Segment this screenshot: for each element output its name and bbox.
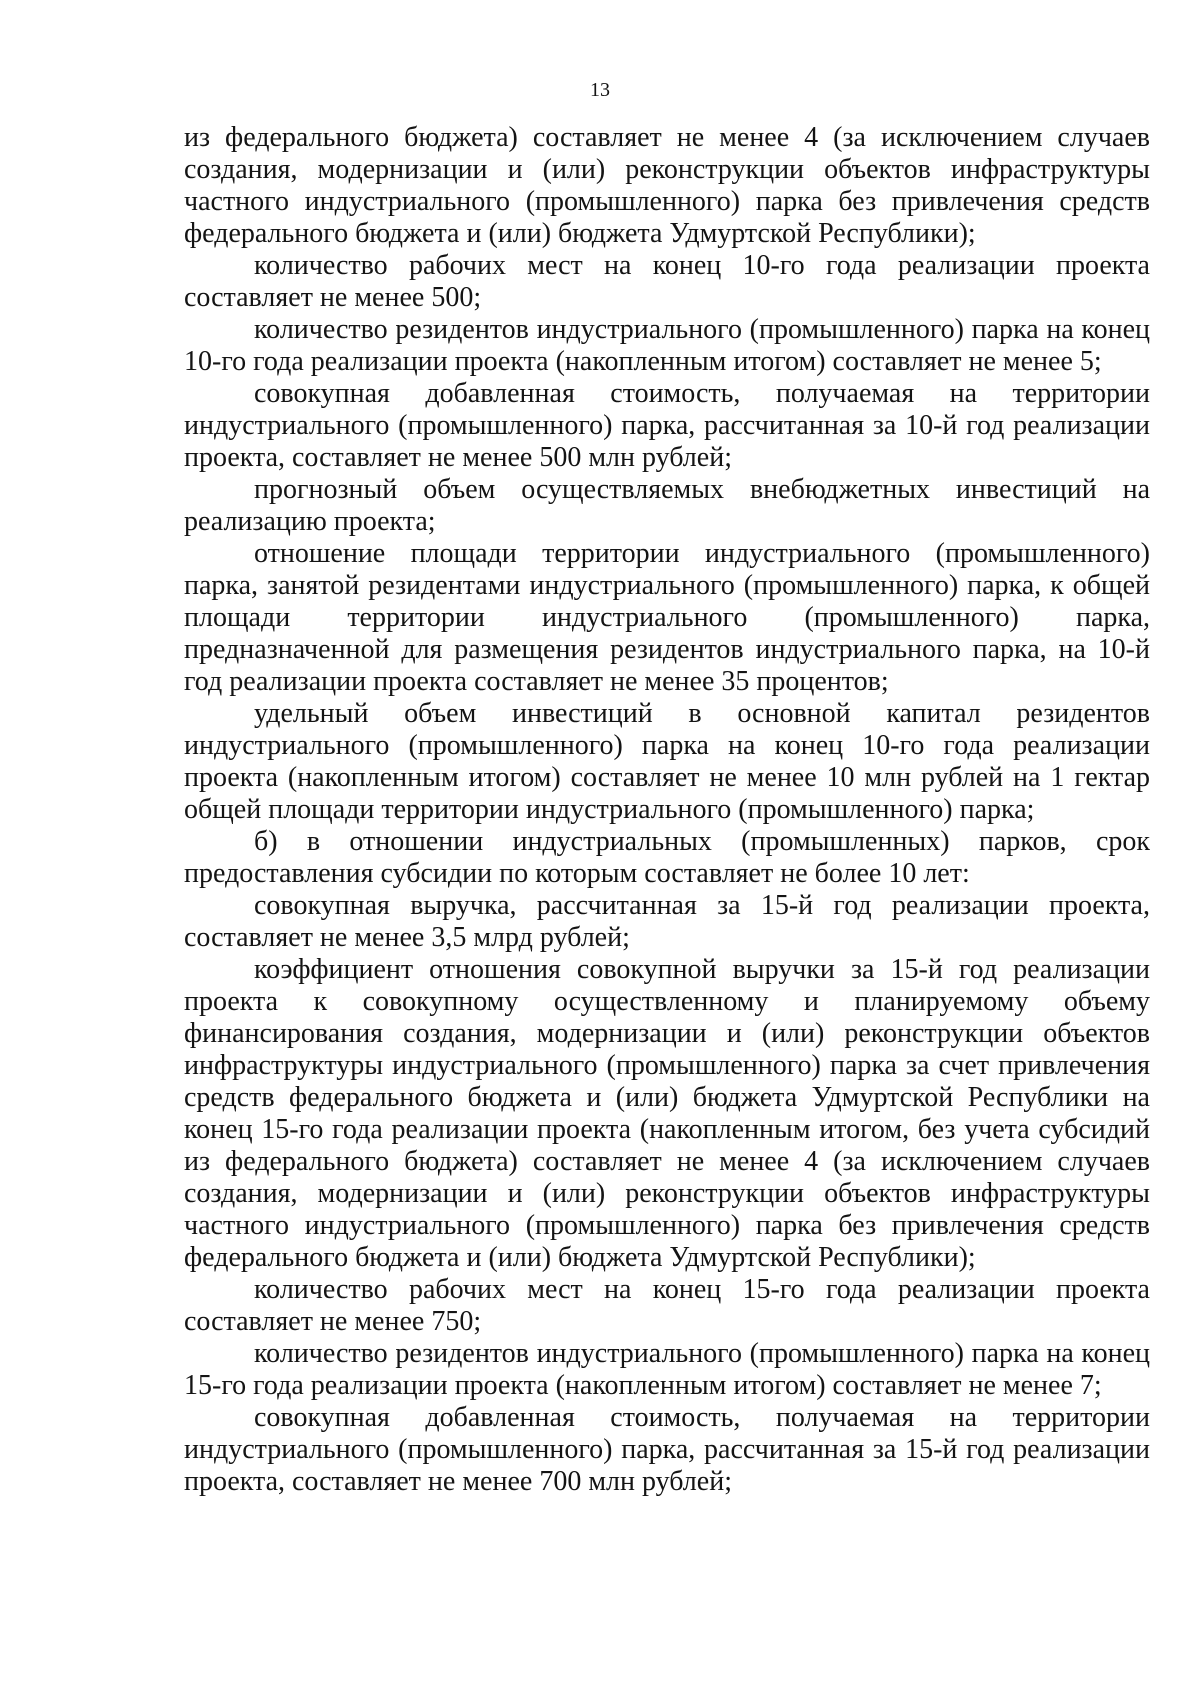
paragraph-added-value-10-year: совокупная добавленная стоимость, получаемая на территории индустриального (промышленного) парка, рассчитанная за 10-й год реализации проекта, составляет не менее 500 млн рублей; [184,378,1150,473]
paragraph-jobs-15-year: количество рабочих мест на конец 15-го года реализации проекта составляет не менее 750; [184,1274,1150,1337]
paragraph-residents-15-year: количество резидентов индустриального (промышленного) парка на конец 15-го года реализации проекта (накопленным итогом) составляет не менее 7; [184,1338,1150,1401]
paragraph-section-b: б) в отношении индустриальных (промышленных) парков, срок предоставления субсидии по которым составляет не более 10 лет: [184,826,1150,889]
paragraph-area-ratio: отношение площади территории индустриального (промышленного) парка, занятой резидентами индустриального (промышленного) парка, к общей площади территории индустриального (промышленного) парка, предназначенной для размещения резидентов индустриального парка, на 10-й год реализации проекта составляет не менее 35 процентов; [184,538,1150,697]
paragraph-added-value-15-year: совокупная добавленная стоимость, получаемая на территории индустриального (промышленного) парка, рассчитанная за 15-й год реализации проекта, составляет не менее 700 млн рублей; [184,1402,1150,1497]
page-number: 13 [590,79,610,101]
document-body [184,122,1150,1498]
paragraph-jobs-10-year: количество рабочих мест на конец 10-го года реализации проекта составляет не менее 500; [184,250,1150,313]
paragraph-revenue-15-year: совокупная выручка, рассчитанная за 15-й год реализации проекта, составляет не менее 3,5 млрд рублей; [184,890,1150,953]
paragraph-extrabudgetary-investment: прогнозный объем осуществляемых внебюджетных инвестиций на реализацию проекта; [184,474,1150,537]
paragraph-residents-10-year: количество резидентов индустриального (промышленного) парка на конец 10-го года реализации проекта (накопленным итогом) составляет не менее 5; [184,314,1150,377]
paragraph-revenue-coefficient: коэффициент отношения совокупной выручки за 15-й год реализации проекта к совокупному осуществленному и планируемому объему финансирования создания, модернизации и (или) реконструкции объектов инфраструктуры индустриального (промышленного) парка за счет привлечения средств федерального бюджета и (или) бюджета Удмуртской Республики на конец 15-го года реализации проекта (накопленным итогом, без учета субсидий из федерального бюджета) составляет не менее 4 (за исключением случаев создания, модернизации и (или) реконструкции объектов инфраструктуры частного индустриального (промышленного) парка без привлечения средств федерального бюджета и (или) бюджета Удмуртской Республики); [184,954,1150,1273]
paragraph-specific-investment: удельный объем инвестиций в основной капитал резидентов индустриального (промышленного) парка на конец 10-го года реализации проекта (накопленным итогом) составляет не менее 10 млн рублей на 1 гектар общей площади территории индустриального (промышленного) парка; [184,698,1150,825]
paragraph-continuation: из федерального бюджета) составляет не менее 4 (за исключением случаев создания, модернизации и (или) реконструкции объектов инфраструктуры частного индустриального (промышленного) парка без привлечения средств федерального бюджета и (или) бюджета Удмуртской Республики); [184,122,1150,249]
